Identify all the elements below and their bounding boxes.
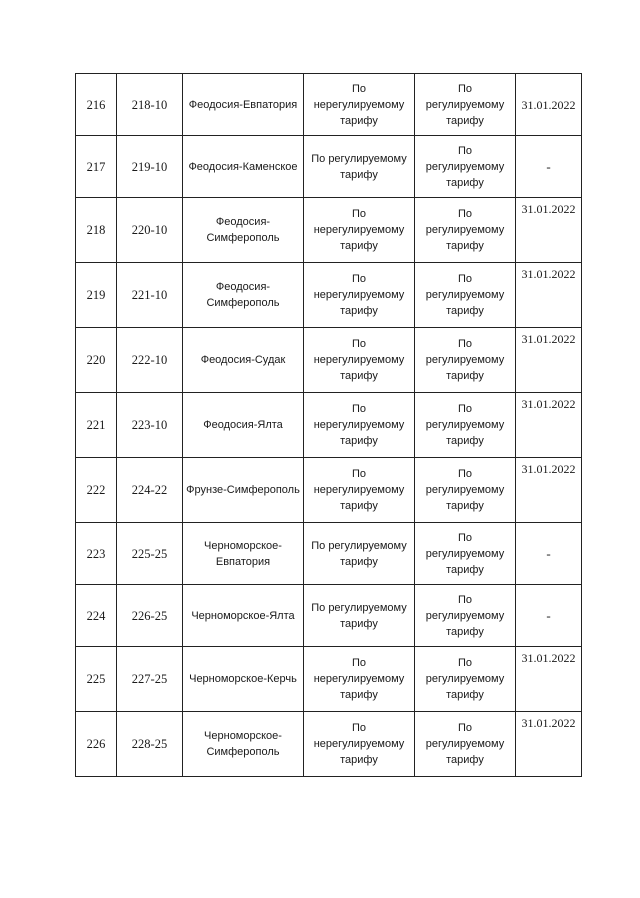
row-number-cell: 221 — [76, 393, 117, 458]
current-tariff-cell: По регулируемому тарифу — [304, 585, 415, 647]
row-number-cell: 222 — [76, 458, 117, 523]
row-number-cell: 224 — [76, 585, 117, 647]
current-tariff-cell: По нерегулируемому тарифу — [304, 647, 415, 712]
date-cell: 31.01.2022 — [516, 263, 582, 328]
new-tariff-cell: По регулируемому тарифу — [415, 647, 516, 712]
route-code-cell: 226-25 — [117, 585, 183, 647]
new-tariff-cell: По регулируемому тарифу — [415, 712, 516, 777]
route-name-cell: Феодосия-Евпатория — [183, 74, 304, 136]
route-name-cell: Черноморское-Симферополь — [183, 712, 304, 777]
routes-table — [75, 73, 582, 777]
row-number-cell: 219 — [76, 263, 117, 328]
table-row — [76, 393, 582, 458]
date-cell: - — [516, 523, 582, 585]
route-name-cell: Фрунзе-Симферополь — [183, 458, 304, 523]
route-name-cell: Феодосия-Ялта — [183, 393, 304, 458]
route-code-cell: 220-10 — [117, 198, 183, 263]
table-row — [76, 198, 582, 263]
new-tariff-cell: По регулируемому тарифу — [415, 458, 516, 523]
route-code-cell: 224-22 — [117, 458, 183, 523]
table-row — [76, 585, 582, 647]
new-tariff-cell: По регулируемому тарифу — [415, 523, 516, 585]
new-tariff-cell: По регулируемому тарифу — [415, 136, 516, 198]
current-tariff-cell: По нерегулируемому тарифу — [304, 328, 415, 393]
route-code-cell: 228-25 — [117, 712, 183, 777]
current-tariff-cell: По нерегулируемому тарифу — [304, 74, 415, 136]
new-tariff-cell: По регулируемому тарифу — [415, 263, 516, 328]
route-code-cell: 218-10 — [117, 74, 183, 136]
date-cell: 31.01.2022 — [516, 74, 582, 136]
table-row — [76, 74, 582, 136]
table-row — [76, 328, 582, 393]
table-row — [76, 712, 582, 777]
row-number-cell: 217 — [76, 136, 117, 198]
current-tariff-cell: По нерегулируемому тарифу — [304, 458, 415, 523]
row-number-cell: 220 — [76, 328, 117, 393]
table-row — [76, 523, 582, 585]
new-tariff-cell: По регулируемому тарифу — [415, 74, 516, 136]
row-number-cell: 225 — [76, 647, 117, 712]
table-row — [76, 647, 582, 712]
route-code-cell: 223-10 — [117, 393, 183, 458]
new-tariff-cell: По регулируемому тарифу — [415, 585, 516, 647]
route-name-cell: Черноморское-Ялта — [183, 585, 304, 647]
table-row — [76, 263, 582, 328]
routes-table-body — [76, 74, 582, 777]
row-number-cell: 216 — [76, 74, 117, 136]
date-cell: 31.01.2022 — [516, 328, 582, 393]
route-name-cell: Феодосия-Симферополь — [183, 198, 304, 263]
new-tariff-cell: По регулируемому тарифу — [415, 198, 516, 263]
row-number-cell: 226 — [76, 712, 117, 777]
date-cell: - — [516, 585, 582, 647]
date-cell: - — [516, 136, 582, 198]
current-tariff-cell: По регулируемому тарифу — [304, 523, 415, 585]
route-name-cell: Черноморское-Керчь — [183, 647, 304, 712]
table-row — [76, 136, 582, 198]
route-code-cell: 227-25 — [117, 647, 183, 712]
date-cell: 31.01.2022 — [516, 647, 582, 712]
current-tariff-cell: По нерегулируемому тарифу — [304, 263, 415, 328]
current-tariff-cell: По нерегулируемому тарифу — [304, 198, 415, 263]
route-name-cell: Черноморское-Евпатория — [183, 523, 304, 585]
row-number-cell: 218 — [76, 198, 117, 263]
date-cell: 31.01.2022 — [516, 393, 582, 458]
route-name-cell: Феодосия-Каменское — [183, 136, 304, 198]
date-cell: 31.01.2022 — [516, 712, 582, 777]
route-code-cell: 219-10 — [117, 136, 183, 198]
date-cell: 31.01.2022 — [516, 458, 582, 523]
route-name-cell: Феодосия-Симферополь — [183, 263, 304, 328]
route-code-cell: 225-25 — [117, 523, 183, 585]
route-name-cell: Феодосия-Судак — [183, 328, 304, 393]
table-row — [76, 458, 582, 523]
new-tariff-cell: По регулируемому тарифу — [415, 328, 516, 393]
route-code-cell: 222-10 — [117, 328, 183, 393]
route-code-cell: 221-10 — [117, 263, 183, 328]
current-tariff-cell: По нерегулируемому тарифу — [304, 712, 415, 777]
new-tariff-cell: По регулируемому тарифу — [415, 393, 516, 458]
current-tariff-cell: По нерегулируемому тарифу — [304, 393, 415, 458]
current-tariff-cell: По регулируемому тарифу — [304, 136, 415, 198]
date-cell: 31.01.2022 — [516, 198, 582, 263]
row-number-cell: 223 — [76, 523, 117, 585]
